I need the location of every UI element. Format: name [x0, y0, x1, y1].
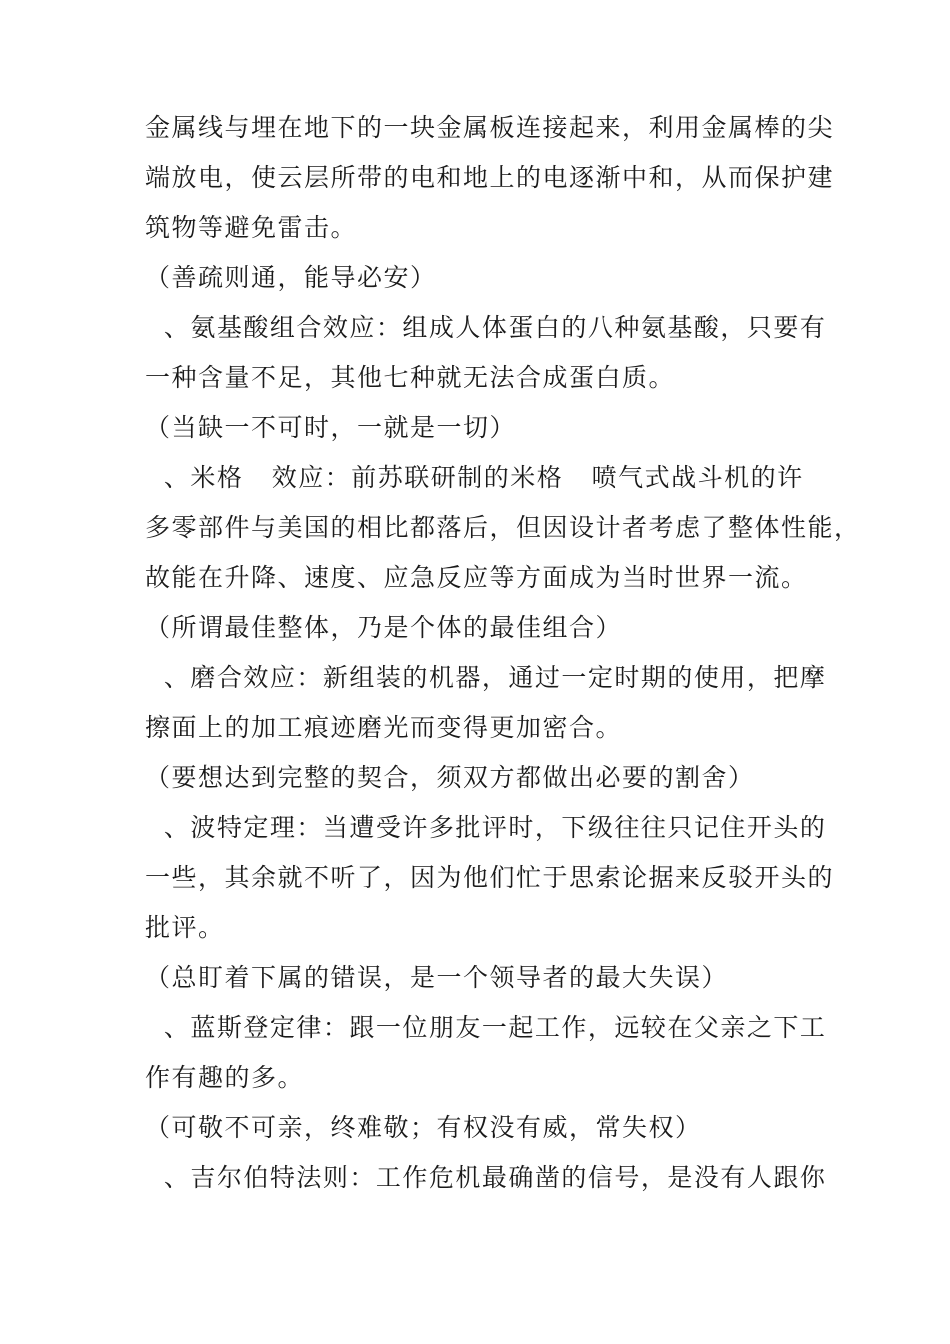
text-line: 金属线与埋在地下的一块金属板连接起来，利用金属棒的尖: [145, 113, 835, 142]
text-line: 、磨合效应：新组装的机器，通过一定时期的使用，把摩: [145, 663, 827, 692]
document-body: [145, 103, 861, 1203]
text-line: （要想达到完整的契合，须双方都做出必要的割舍）: [145, 763, 755, 792]
text-line: （善疏则通，能导必安）: [145, 263, 437, 292]
text-line: 作有趣的多。: [145, 1063, 305, 1092]
text-line: （可敬不可亲，终难敬；有权没有威，常失权）: [145, 1113, 702, 1142]
text-line: 批评。: [145, 913, 225, 942]
text-line: 端放电，使云层所带的电和地上的电逐渐中和，从而保护建: [145, 163, 835, 192]
text-line: 、波特定理：当遭受许多批评时，下级往往只记住开头的: [145, 813, 827, 842]
text-line: 多零部件与美国的相比都落后，但因设计者考虑了整体性能，: [145, 513, 861, 542]
text-line: 筑物等避免雷击。: [145, 213, 358, 242]
text-line: 、吉尔伯特法则：工作危机最确凿的信号，是没有人跟你: [145, 1163, 827, 1192]
text-line: （总盯着下属的错误，是一个领导者的最大失误）: [145, 963, 729, 992]
text-line: （所谓最佳整体，乃是个体的最佳组合）: [145, 613, 623, 642]
text-line: 、米格 效应：前苏联研制的米格 喷气式战斗机的许: [145, 463, 804, 492]
text-line: 一些，其余就不听了，因为他们忙于思索论据来反驳开头的: [145, 863, 835, 892]
text-line: 、氨基酸组合效应：组成人体蛋白的八种氨基酸，只要有: [145, 313, 827, 342]
text-line: 一种含量不足，其他七种就无法合成蛋白质。: [145, 363, 676, 392]
text-line: 、蓝斯登定律：跟一位朋友一起工作，远较在父亲之下工: [145, 1013, 827, 1042]
text-line: （当缺一不可时，一就是一切）: [145, 413, 517, 442]
text-line: 故能在升降、速度、应急反应等方面成为当时世界一流。: [145, 563, 808, 592]
text-line: 擦面上的加工痕迹磨光而变得更加密合。: [145, 713, 623, 742]
